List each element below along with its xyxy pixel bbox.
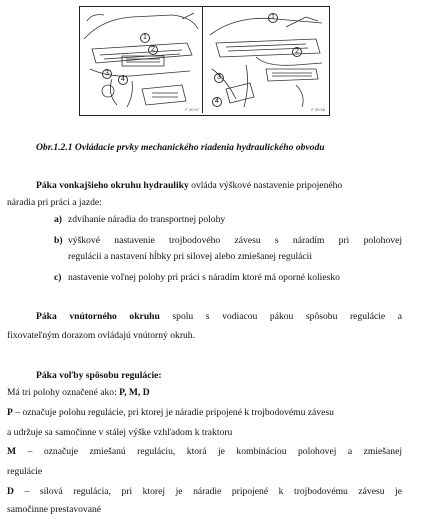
figure-caption: Obr.1.2.1 Ovládacie prvky mechanického riadenia hydraulického obvodu — [36, 142, 325, 153]
figure-code-left: F 30 57 — [185, 107, 199, 112]
para3-title: Páka voľby spôsobu regulácie: — [36, 370, 162, 381]
list-item-b-line2: regulácii a nastavení hĺbky pri silovej alebo zmiešanej regulácii — [68, 251, 313, 262]
para2-line1: Páka vnútorného okruhu spolu s vodiacou pákou spôsobu regulácie a — [36, 311, 402, 322]
callout-2: 2 — [148, 45, 158, 55]
p-definition-line2: a udržuje sa samočinne v stálej výške vzhľadom k traktoru — [7, 427, 233, 438]
list-item-b: b) výškové nastavenie trojbodového závesu s náradím pri polohovej — [54, 235, 402, 246]
p-definition: P – označuje polohu regulácie, pri ktorej je náradie pripojené k trojbodovému závesu — [7, 407, 334, 418]
callout-4: 4 — [118, 75, 128, 85]
callout-3: 3 — [214, 73, 224, 83]
para1-title: Páka vonkajšieho okruhu hydrauliky — [36, 180, 189, 191]
para1-line2: náradia pri práci a jazde: — [7, 197, 102, 208]
para1-line1: Páka vonkajšieho okruhu hydrauliky ovláda výškové nastavenie pripojeného — [36, 180, 343, 191]
callout-2: 2 — [292, 47, 302, 57]
d-definition-line2: samočinne prestavované — [7, 504, 102, 515]
callout-1: 1 — [140, 33, 150, 43]
list-item-a: a) zdvíhanie náradia do transportnej polohy — [54, 214, 226, 225]
d-definition: D – silová regulácia, pri ktorej je náradie pripojené k trojbodovému závesu je — [7, 486, 402, 497]
figure-frame — [79, 6, 330, 116]
m-definition-line2: regulácie — [7, 466, 43, 477]
list-item-c: c) nastavenie voľnej polohy pri práci s náradím ktoré má oporné koliesko — [54, 272, 340, 283]
figure-left-drawing — [82, 9, 201, 112]
para2-line2: fixovateľným dorazom ovládajú vnútorný okruh. — [7, 330, 196, 341]
figure-right-drawing — [206, 9, 327, 112]
callout-1: 1 — [268, 13, 278, 23]
figure-code-right: F 30 58 — [311, 107, 325, 112]
para2-title: Páka vnútorného okruhu — [36, 311, 160, 322]
callout-3: 3 — [102, 69, 112, 79]
para3-line1: Má tri polohy označené ako: P, M, D — [7, 387, 150, 398]
m-definition: M – označuje zmiešanú reguláciu, ktorá je kombináciou polohovej a zmiešanej — [7, 446, 402, 457]
callout-4: 4 — [212, 97, 222, 107]
figure-divider — [202, 7, 203, 113]
